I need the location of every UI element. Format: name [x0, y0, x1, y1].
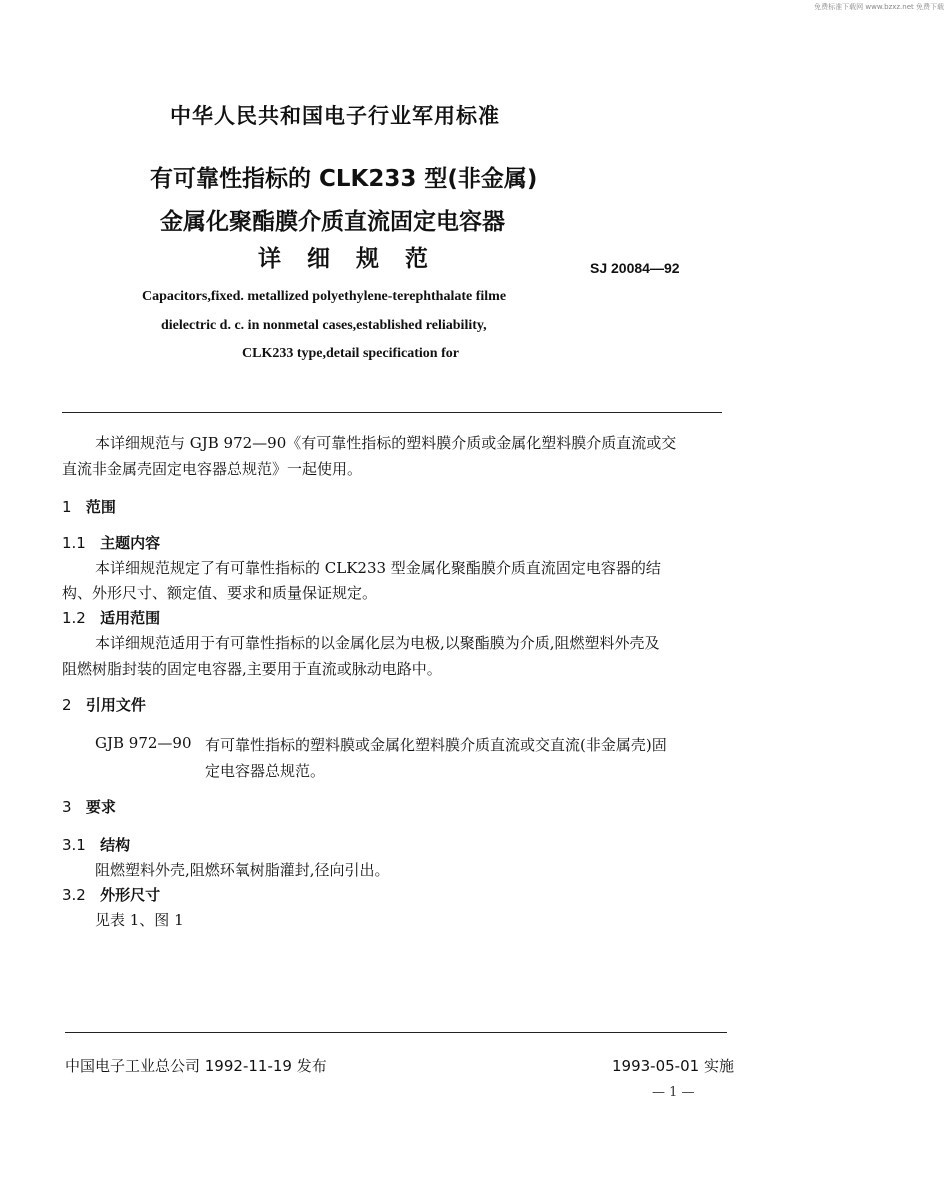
english-title-line1: Capacitors,fixed. metallized polyethylene-terephthalate filme	[142, 289, 507, 304]
reference-line1: 有可靠性指标的塑料膜或金属化塑料膜介质直流或交直流(非金属壳)固	[205, 736, 667, 754]
section-3-2-heading	[62, 884, 160, 905]
issuer-date: 中国电子工业总公司 1992-11-19 发布	[65, 1057, 327, 1075]
doc-title-line2: 金属化聚酯膜介质直流固定电容器	[160, 209, 505, 235]
section-number: 1.2	[62, 609, 86, 627]
section-3-1-heading	[62, 834, 130, 855]
section-title: 要求	[85, 798, 116, 816]
org-title: 中华人民共和国电子行业军用标准	[170, 104, 500, 128]
section-1-2-heading	[62, 607, 160, 628]
section-title: 结构	[100, 836, 131, 854]
section-title: 范围	[85, 498, 116, 516]
section-number: 3.2	[62, 886, 86, 904]
reference-line2: 定电容器总规范。	[205, 762, 326, 780]
section-1-1-line1: 本详细规范规定了有可靠性指标的 CLK233 型金属化聚酯膜介质直流固定电容器的结	[95, 559, 661, 577]
section-title: 外形尺寸	[100, 886, 161, 904]
section-title: 引用文件	[85, 696, 146, 714]
section-1-1-line2: 构、外形尺寸、额定值、要求和质量保证规定。	[62, 584, 378, 602]
footer-divider	[65, 1032, 727, 1033]
reference-code: GJB 972—90	[95, 734, 192, 752]
doc-title-line1: 有可靠性指标的 CLK233 型(非金属)	[150, 166, 538, 192]
intro-line1: 本详细规范与 GJB 972—90《有可靠性指标的塑料膜介质或金属化塑料膜介质直流或交	[95, 434, 677, 452]
section-3-1-text: 阻燃塑料外壳,阻燃环氧树脂灌封,径向引出。	[95, 861, 390, 879]
english-title-line2: dielectric d. c. in nonmetal cases,established reliability,	[161, 318, 487, 333]
section-1-1-heading	[62, 532, 160, 553]
section-3-heading	[62, 796, 116, 817]
english-title-line3: CLK233 type,detail specification for	[242, 346, 459, 361]
section-number: 1.1	[62, 534, 86, 552]
section-title: 主题内容	[100, 534, 161, 552]
section-number: 3.1	[62, 836, 86, 854]
section-3-2-text: 见表 1、图 1	[95, 911, 184, 929]
standard-code: SJ 20084—92	[590, 260, 680, 276]
effective-date: 1993-05-01 实施	[612, 1057, 734, 1075]
section-1-2-line1: 本详细规范适用于有可靠性指标的以金属化层为电极,以聚酯膜为介质,阻燃塑料外壳及	[95, 634, 660, 652]
section-2-heading	[62, 694, 146, 715]
section-number: 3	[62, 798, 72, 816]
page-number: — 1 —	[652, 1085, 695, 1100]
section-1-heading	[62, 496, 116, 517]
intro-line2: 直流非金属壳固定电容器总规范》一起使用。	[62, 460, 363, 478]
section-title: 适用范围	[100, 609, 161, 627]
header-divider	[62, 412, 722, 413]
section-number: 2	[62, 696, 72, 714]
doc-title-line3: 详细规范	[258, 246, 454, 272]
section-1-2-line2: 阻燃树脂封装的固定电容器,主要用于直流或脉动电路中。	[62, 660, 442, 678]
section-number: 1	[62, 498, 72, 516]
watermark-note: 免费标准下载网 www.bzxz.net 免费下载	[814, 3, 944, 11]
